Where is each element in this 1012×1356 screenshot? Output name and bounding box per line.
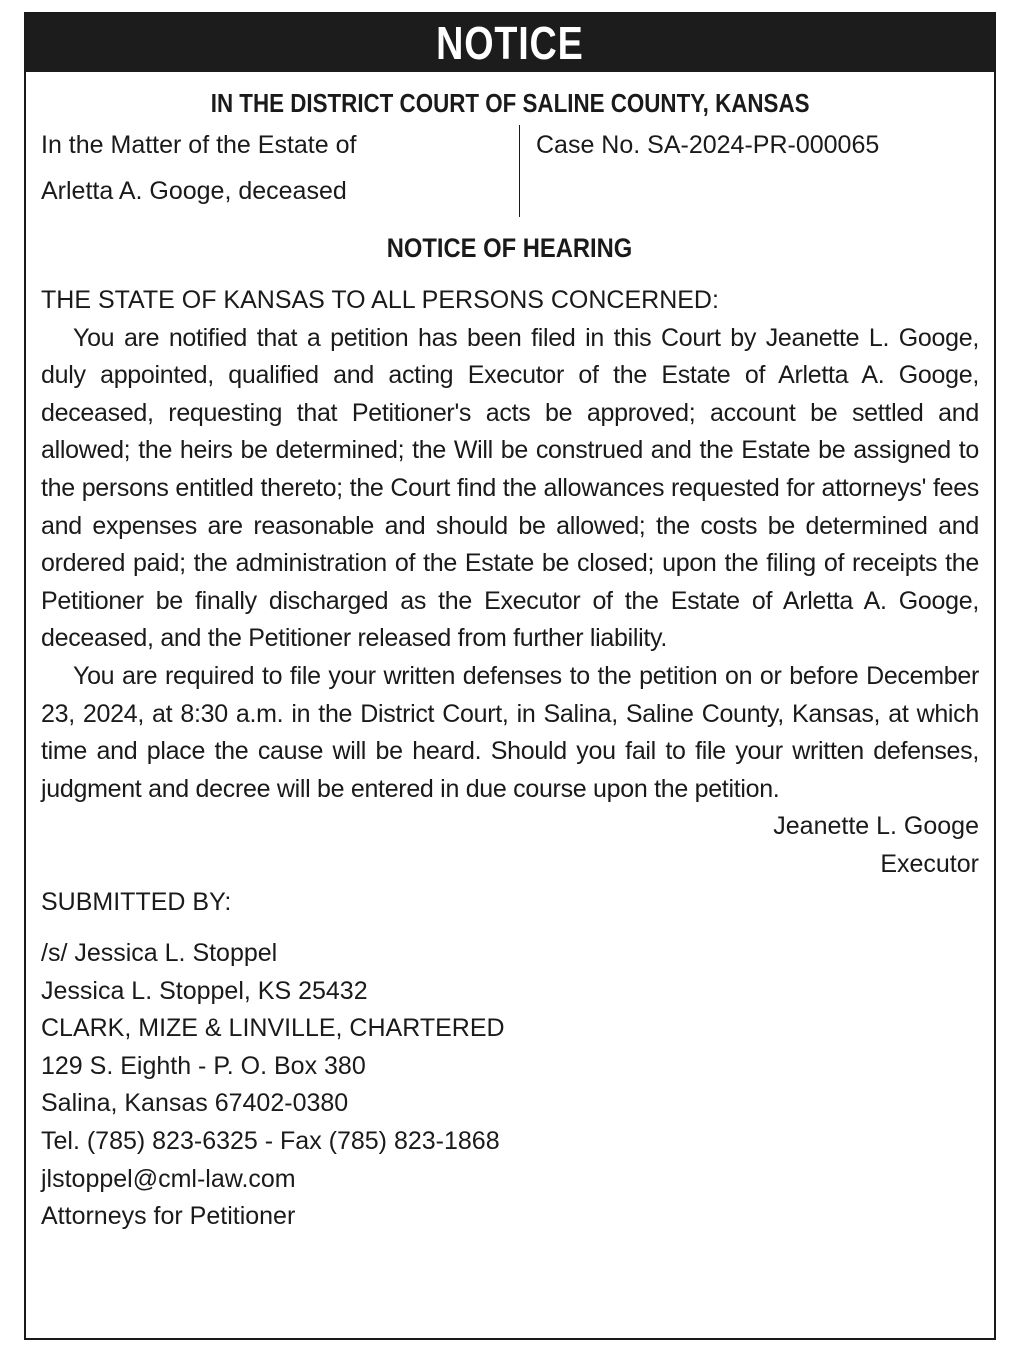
court-heading bbox=[26, 88, 994, 119]
notice-banner bbox=[26, 14, 994, 72]
notice-frame bbox=[24, 12, 996, 1340]
matter-line-1: In the Matter of the Estate of bbox=[41, 131, 357, 159]
attorney-name: Jessica L. Stoppel, KS 25432 bbox=[41, 976, 368, 1005]
attorney-address-2: Salina, Kansas 67402-0380 bbox=[41, 1089, 349, 1118]
attorney-signature: /s/ Jessica L. Stoppel bbox=[41, 939, 278, 968]
heading-text: NOTICE OF HEARING bbox=[387, 233, 633, 263]
banner-title: NOTICE bbox=[436, 17, 584, 69]
court-title: IN THE DISTRICT COURT OF SALINE COUNTY, KANSAS bbox=[210, 88, 810, 118]
case-caption bbox=[26, 125, 994, 217]
signature-name: Jeanette L. Googe bbox=[773, 812, 979, 841]
attorney-address-1: 129 S. Eighth - P. O. Box 380 bbox=[41, 1051, 366, 1080]
submitted-by-label: SUBMITTED BY: bbox=[41, 887, 232, 916]
notice-of-hearing-heading bbox=[26, 233, 994, 264]
caption-matter bbox=[26, 125, 520, 217]
attorney-phone: Tel. (785) 823-6325 - Fax (785) 823-1868 bbox=[41, 1127, 500, 1156]
paragraph-defenses: You are required to file your written defenses to the petition on or before December 23, 2024, at 8:30 a.m. in the District Court, in Salina, Saline County, Kansas, at which time and place the cause will be heard. Should you fail to file your written defenses, judgment and decree will be entered in due course upon the petition. bbox=[41, 661, 979, 803]
notice-body bbox=[26, 282, 994, 1236]
attorney-block bbox=[41, 935, 979, 1236]
salutation: THE STATE OF KANSAS TO ALL PERSONS CONCERNED: bbox=[41, 286, 719, 314]
attorney-email[interactable]: jlstoppel@cml-law.com bbox=[41, 1164, 296, 1193]
matter-line-2: Arletta A. Googe, deceased bbox=[41, 177, 347, 205]
paragraph-petition: You are notified that a petition has been filed in this Court by Jeanette L. Googe, duly appointed, qualified and acting Executor of the Estate of Arletta A. Googe, deceased, requesting that Petitioner's acts be approved; account be settled and allowed; the heirs be determined; the Will be construed and the Estate be assigned to the persons entitled thereto; the Court find the allowances requested for attorneys' fees and expenses are reasonable and should be allowed; the costs be determined and ordered paid; the administration of the Estate be closed; upon the filing of receipts the Petitioner be finally discharged as the Executor of the Estate of Arletta A. Googe, deceased, and the Petitioner released from further liability. bbox=[41, 323, 979, 653]
attorney-firm: CLARK, MIZE & LINVILLE, CHARTERED bbox=[41, 1014, 505, 1043]
case-number: Case No. SA-2024-PR-000065 bbox=[536, 131, 880, 159]
signature-title: Executor bbox=[880, 849, 979, 878]
attorney-role: Attorneys for Petitioner bbox=[41, 1202, 296, 1231]
